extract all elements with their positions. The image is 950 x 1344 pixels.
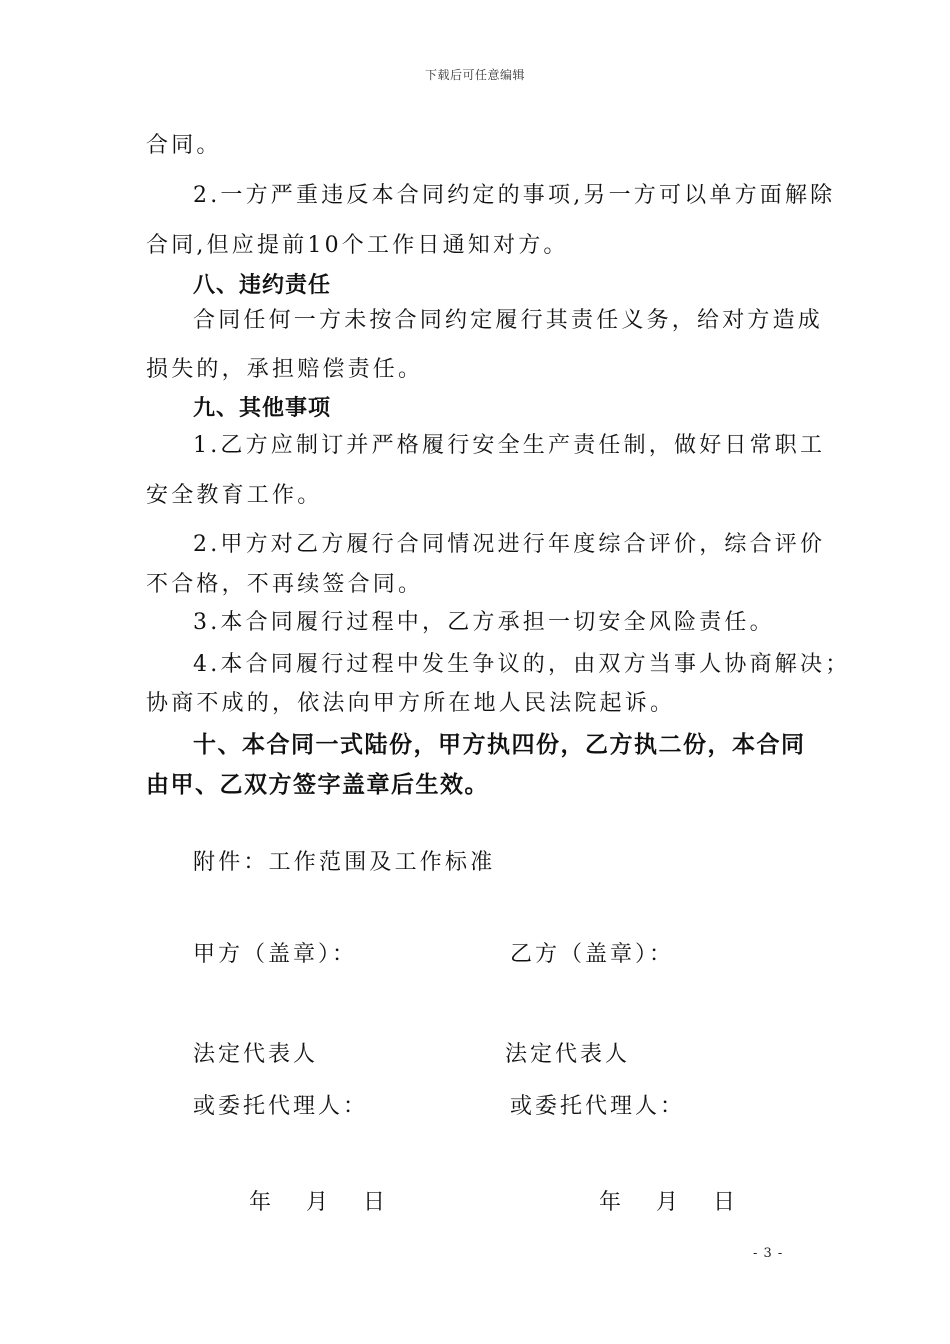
party-b-date [599, 1188, 735, 1218]
body-line: 4.本合同履行过程中发生争议的，由双方当事人协商解决； [193, 652, 851, 677]
body-line: 合同,但应提前10个工作日通知对方。 [146, 233, 569, 258]
party-a-rep-label: 法定代表人 [193, 1042, 319, 1067]
party-b-seal-label: 乙方（盖章）： [510, 942, 675, 967]
body-line: 损失的，承担赔偿责任。 [146, 357, 424, 382]
month-label: 月 [656, 1190, 679, 1215]
party-b-rep-label: 法定代表人 [505, 1042, 631, 1067]
day-label: 日 [363, 1190, 386, 1215]
section-heading-8: 八、违约责任 [193, 273, 332, 298]
page-header: 下载后可任意编辑 [424, 68, 525, 82]
party-a-date [249, 1188, 385, 1218]
body-line: 1.乙方应制订并严格履行安全生产责任制，做好日常职工 [193, 433, 826, 458]
page-number: - 3 - [753, 1246, 784, 1261]
party-b-agent-label: 或委托代理人： [510, 1094, 686, 1119]
body-line: 不合格，不再续签合同。 [146, 572, 424, 597]
body-line: 合同任何一方未按合同约定履行其责任义务，给对方造成 [193, 308, 824, 333]
attachment-line: 附件：工作范围及工作标准 [193, 850, 496, 875]
party-a-seal-label: 甲方（盖章）： [193, 942, 358, 967]
month-label: 月 [306, 1190, 329, 1215]
section-heading-10-cont: 由甲、乙双方签字盖章后生效。 [146, 772, 489, 798]
body-line: 协商不成的，依法向甲方所在地人民法院起诉。 [146, 691, 676, 716]
year-label: 年 [249, 1190, 272, 1215]
section-heading-9: 九、其他事项 [193, 396, 332, 421]
section-heading-10: 十、本合同一式陆份，甲方执四份，乙方执二份，本合同 [193, 732, 806, 758]
body-line: 3.本合同履行过程中，乙方承担一切安全风险责任。 [193, 610, 775, 635]
body-line: 2.甲方对乙方履行合同情况进行年度综合评价，综合评价 [193, 532, 826, 557]
day-label: 日 [713, 1190, 736, 1215]
body-line: 2.一方严重违反本合同约定的事项,另一方可以单方面解除 [193, 183, 836, 208]
party-a-agent-label: 或委托代理人： [193, 1094, 369, 1119]
year-label: 年 [599, 1190, 622, 1215]
body-line: 安全教育工作。 [146, 483, 323, 508]
body-line: 合同。 [146, 133, 222, 158]
